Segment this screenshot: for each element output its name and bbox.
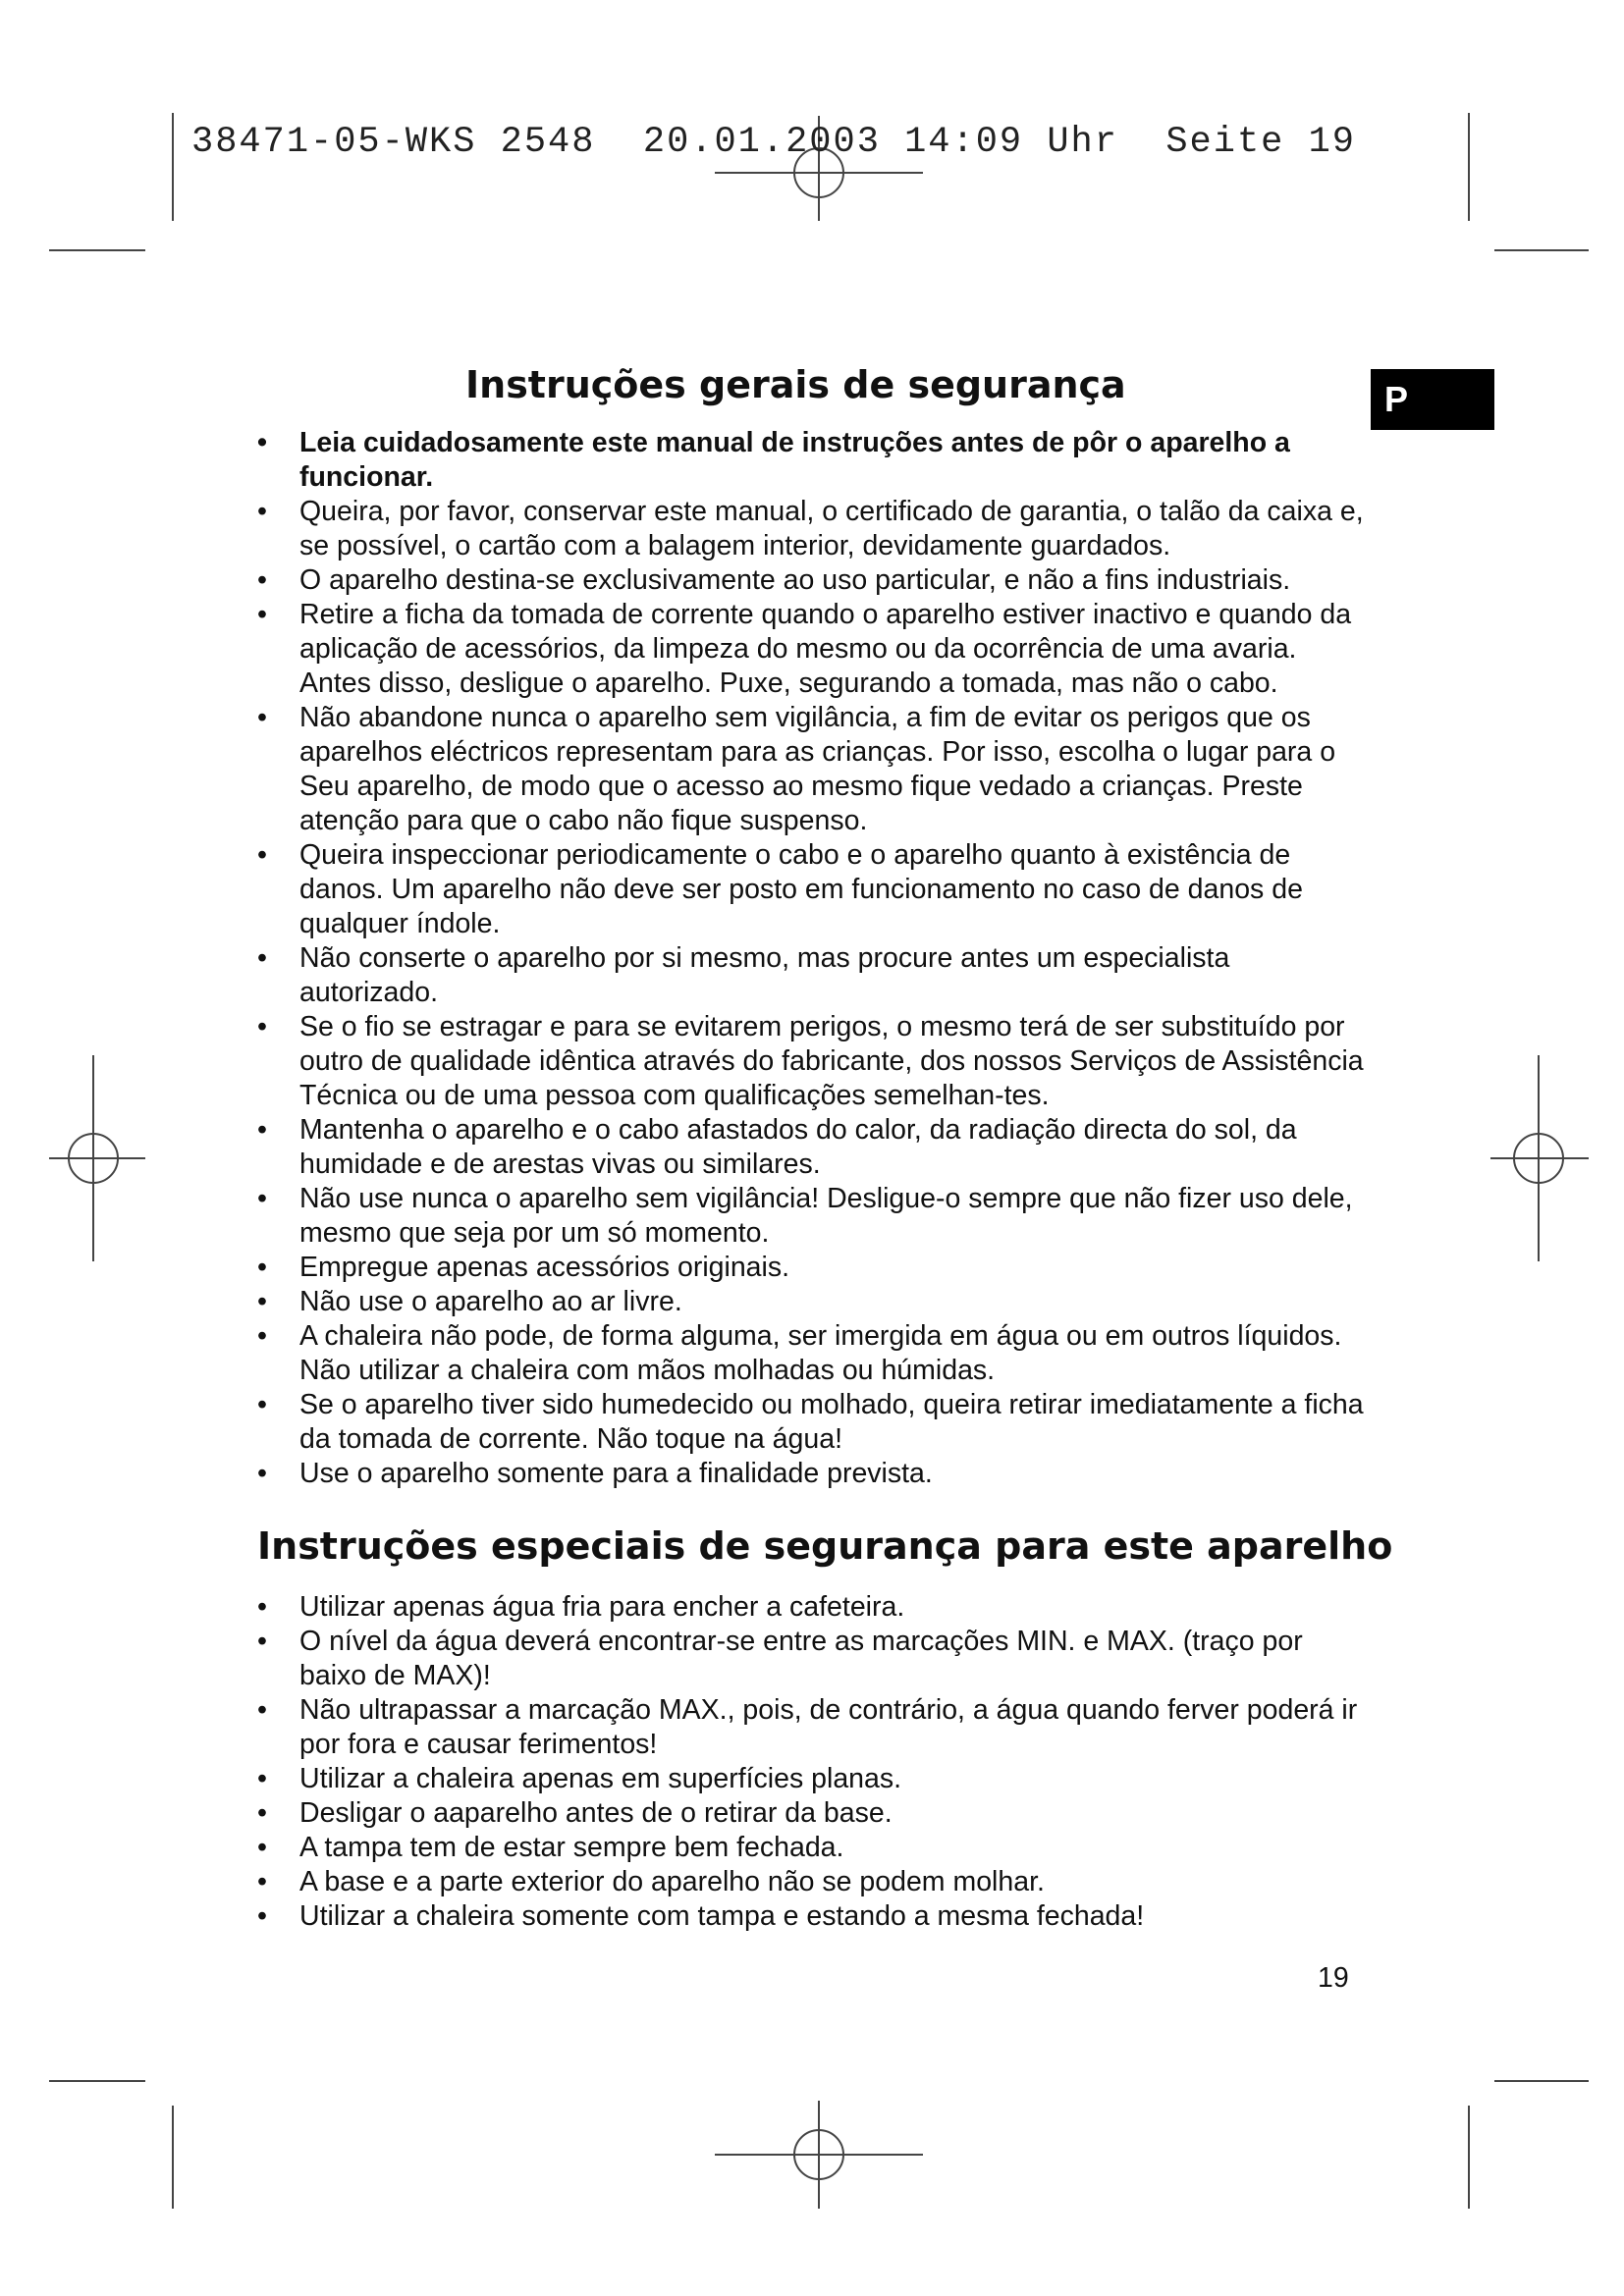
page-number: 19 <box>1318 1962 1349 1994</box>
list-item: • Desligar o aaparelho antes de o retirar da base. <box>257 1796 1367 1831</box>
list-item: • Retire a ficha da tomada de corrente quando o aparelho estiver inactivo e quando da aplicação de acessórios, da limpeza do mesmo ou da ocorrência de uma avaria. Antes disso, desligue o aparelho. Puxe, segurando a tomada, mas não o cabo. <box>257 598 1367 701</box>
list-item: • Queira, por favor, conservar este manual, o certificado de garantia, o talão da caixa e, se possível, o cartão com a balagem interior, devidamente guardados. <box>257 495 1367 563</box>
general-safety-list <box>257 426 1367 1491</box>
list-item: • A tampa tem de estar sempre bem fechada. <box>257 1831 1367 1865</box>
list-item: • Leia cuidadosamente este manual de instruções antes de pôr o aparelho a funcionar. <box>257 426 1367 495</box>
list-item: • Se o fio se estragar e para se evitarem perigos, o mesmo terá de ser substituído por outro de qualidade idêntica através do fabricante, dos nossos Serviços de Assistência Técnica ou de uma pessoa com qualificações semelhan-tes. <box>257 1010 1367 1113</box>
list-item: • Utilizar apenas água fria para encher a cafeteira. <box>257 1590 1367 1625</box>
language-tab: P <box>1371 369 1494 430</box>
list-item: • Use o aparelho somente para a finalidade prevista. <box>257 1457 1367 1491</box>
list-item: • Não use o aparelho ao ar livre. <box>257 1285 1367 1319</box>
list-item: • Utilizar a chaleira somente com tampa e estando a mesma fechada! <box>257 1899 1367 1934</box>
special-safety-heading: Instruções especiais de segurança para este aparelho <box>257 1524 1393 1568</box>
list-item: • A chaleira não pode, de forma alguma, ser imergida em água ou em outros líquidos. Não utilizar a chaleira com mãos molhadas ou húmidas. <box>257 1319 1367 1388</box>
list-item: • O aparelho destina-se exclusivamente ao uso particular, e não a fins industriais. <box>257 563 1367 598</box>
list-item: • Empregue apenas acessórios originais. <box>257 1251 1367 1285</box>
list-item: • Mantenha o aparelho e o cabo afastados do calor, da radiação directa do sol, da humidade e de arestas vivas ou similares. <box>257 1113 1367 1182</box>
list-item: • Não abandone nunca o aparelho sem vigilância, a fim de evitar os perigos que os aparelhos eléctricos representam para as crianças. Por isso, escolha o lugar para o Seu aparelho, de modo que o acesso ao mesmo fique vedado a crianças. Preste atenção para que o cabo não fique suspenso. <box>257 701 1367 838</box>
list-item: • Não ultrapassar a marcação MAX., pois, de contrário, a água quando ferver poderá ir por fora e causar ferimentos! <box>257 1693 1367 1762</box>
list-item: • Se o aparelho tiver sido humedecido ou molhado, queira retirar imediatamente a ficha da tomada de corrente. Não toque na água! <box>257 1388 1367 1457</box>
list-item: • Não conserte o aparelho por si mesmo, mas procure antes um especialista autorizado. <box>257 941 1367 1010</box>
list-item: • Utilizar a chaleira apenas em superfícies planas. <box>257 1762 1367 1796</box>
print-slug: 38471-05-WKS 2548 20.01.2003 14:09 Uhr Seite 19 <box>191 122 1356 163</box>
list-item: • A base e a parte exterior do aparelho não se podem molhar. <box>257 1865 1367 1899</box>
list-item: • Não use nunca o aparelho sem vigilância! Desligue-o sempre que não fizer uso dele, mesmo que seja por um só momento. <box>257 1182 1367 1251</box>
general-safety-heading: Instruções gerais de segurança <box>465 363 1126 406</box>
list-item: • Queira inspeccionar periodicamente o cabo e o aparelho quanto à existência de danos. Um aparelho não deve ser posto em funcionamento no caso de danos de qualquer índole. <box>257 838 1367 941</box>
list-item: • O nível da água deverá encontrar-se entre as marcações MIN. e MAX. (traço por baixo de MAX)! <box>257 1625 1367 1693</box>
special-safety-list <box>257 1590 1367 1934</box>
